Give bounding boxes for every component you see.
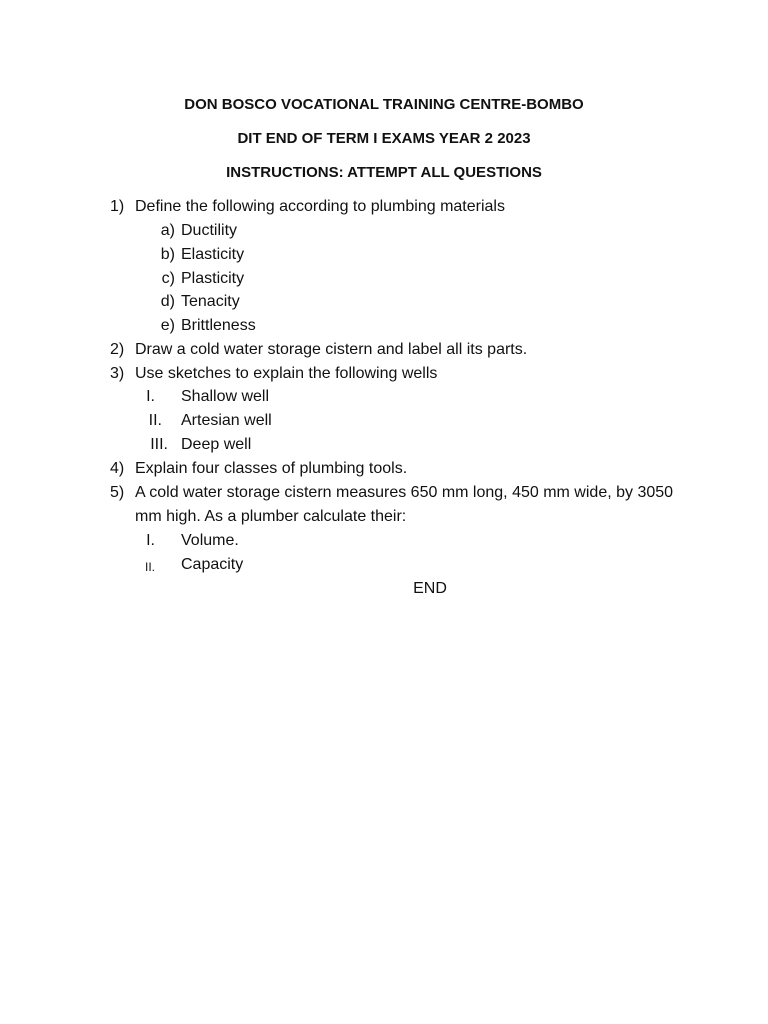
sub-text: Artesian well [181, 412, 272, 429]
sub-marker: e) [160, 317, 175, 334]
sub-text: Plasticity [181, 270, 245, 287]
question-number: 1) [110, 198, 125, 215]
sub-marker: II. [148, 412, 162, 429]
question-number: 3) [110, 365, 125, 382]
question-number: 5) [110, 484, 125, 501]
sub-marker: a) [160, 222, 175, 239]
question-text: Define the following according to plumbing materials [135, 198, 505, 215]
question-text-continued: mm high. As a plumber calculate their: [135, 508, 407, 525]
sub-marker: III. [150, 436, 168, 453]
school-title: DON BOSCO VOCATIONAL TRAINING CENTRE-BOMBO [184, 96, 584, 113]
sub-marker: I. [146, 532, 155, 549]
question-number: 4) [110, 460, 125, 477]
sub-text: Shallow well [181, 388, 270, 405]
instructions-heading: INSTRUCTIONS: ATTEMPT ALL QUESTIONS [226, 164, 542, 181]
sub-marker: c) [161, 270, 175, 287]
sub-marker: II. [144, 560, 155, 574]
sub-text: Ductility [181, 222, 238, 239]
question-text: A cold water storage cistern measures 650 mm long, 450 mm wide, by 3050 [135, 484, 674, 501]
sub-marker: d) [160, 293, 175, 310]
question-text: Use sketches to explain the following wells [135, 365, 438, 382]
question-number: 2) [110, 341, 125, 358]
sub-text: Brittleness [181, 317, 256, 334]
sub-text: Elasticity [181, 246, 245, 263]
question-text: Draw a cold water storage cistern and label all its parts. [135, 341, 528, 358]
end-marker: END [413, 580, 447, 597]
sub-marker: b) [160, 246, 175, 263]
sub-text: Tenacity [181, 293, 240, 310]
sub-marker: I. [146, 388, 155, 405]
sub-text: Capacity [181, 556, 244, 573]
question-text: Explain four classes of plumbing tools. [135, 460, 408, 477]
sub-text: Volume. [181, 532, 239, 549]
sub-text: Deep well [181, 436, 252, 453]
exam-title: DIT END OF TERM I EXAMS YEAR 2 2023 [237, 130, 531, 147]
